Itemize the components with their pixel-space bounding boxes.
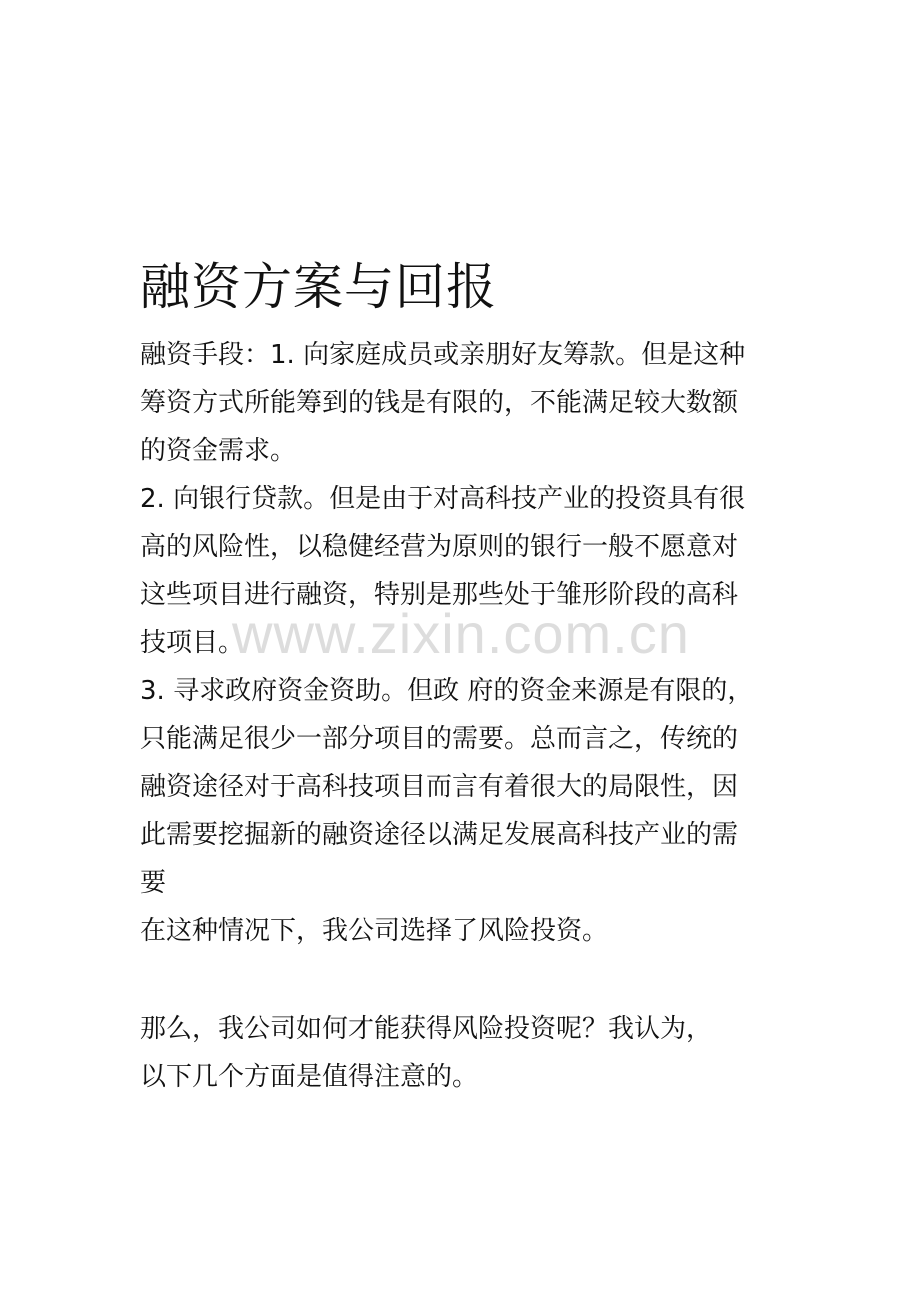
body-line-14: 那么，我公司如何才能获得风险投资呢？我认为，	[140, 1014, 713, 1044]
body-line-11: 此需要挖掘新的融资途径以满足发展高科技产业的需	[140, 820, 739, 850]
body-line-3: 的资金需求。	[140, 436, 297, 466]
body-line-5: 高的风险性，以稳健经营为原则的银行一般不愿意对	[140, 532, 739, 562]
body-line-7: 技项目。	[140, 628, 245, 658]
watermark: www.zixin.com.cn	[232, 602, 690, 665]
body-line-1: 融资手段：1. 向家庭成员或亲朋好友筹款。但是这种	[140, 340, 746, 370]
body-line-2: 筹资方式所能筹到的钱是有限的，不能满足较大数额	[140, 388, 739, 418]
body-line-15: 以下几个方面是值得注意的。	[140, 1062, 479, 1092]
body-line-8: 3. 寻求政府资金资助。但政 府的资金来源是有限的，	[140, 676, 754, 706]
body-line-6: 这些项目进行融资，特别是那些处于雏形阶段的高科	[140, 580, 739, 610]
body-line-9: 只能满足很少一部分项目的需要。总而言之，传统的	[140, 724, 739, 754]
body-line-10: 融资途径对于高科技项目而言有着很大的局限性，因	[140, 772, 739, 802]
body-line-4: 2. 向银行贷款。但是由于对高科技产业的投资具有很	[140, 484, 746, 514]
body-line-13: 在这种情况下，我公司选择了风险投资。	[140, 916, 609, 946]
body-line-12: 要	[140, 868, 167, 898]
document-title: 融资方案与回报	[140, 258, 497, 316]
